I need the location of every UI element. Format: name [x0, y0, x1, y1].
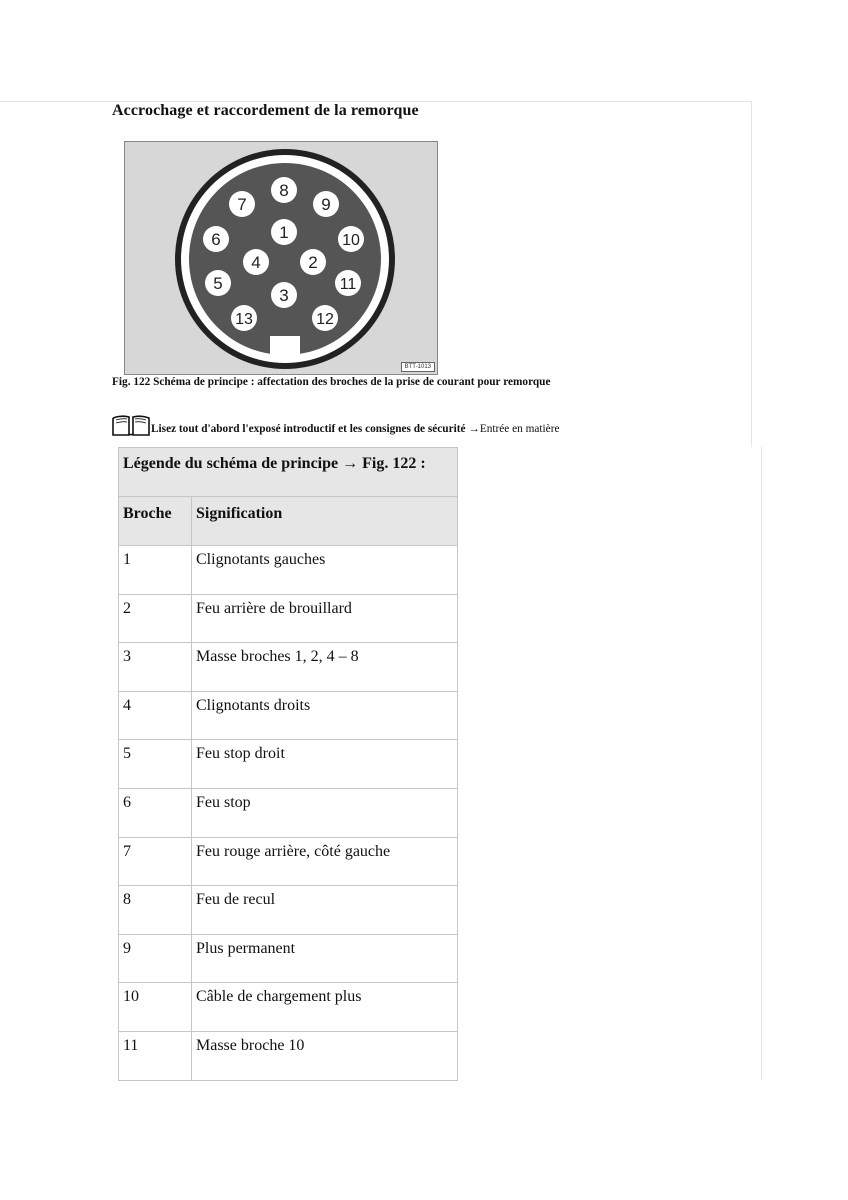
pin-label: 7	[237, 195, 247, 214]
figure-caption: Fig. 122 Schéma de principe : affectation des broches de la prise de courant pour remorque	[112, 376, 551, 388]
table-row	[119, 934, 458, 983]
table-row	[119, 643, 458, 692]
meaning-cell: Clignotants gauches	[192, 546, 458, 595]
pin-label: 5	[213, 274, 223, 293]
table-header-row	[119, 497, 458, 546]
safety-notice	[112, 411, 559, 437]
pin-cell: 2	[119, 594, 192, 643]
socket-drawing	[125, 142, 437, 374]
header-signification: Signification	[192, 497, 458, 546]
page-frame-right-lower	[761, 447, 762, 1080]
pin-label: 13	[235, 311, 253, 328]
table-row	[119, 594, 458, 643]
meaning-cell: Clignotants droits	[192, 691, 458, 740]
notice-text: Lisez tout d'abord l'exposé introductif et les consignes de sécurité	[151, 423, 466, 435]
pin-cell: 4	[119, 691, 192, 740]
intro-link[interactable]: →Entrée en matière	[468, 423, 560, 435]
pin-label: 6	[211, 230, 221, 249]
figure-code: BTT-1013	[401, 362, 435, 372]
meaning-cell: Feu arrière de brouillard	[192, 594, 458, 643]
table-row	[119, 983, 458, 1032]
table-caption-row	[119, 448, 458, 497]
meaning-cell: Masse broche 10	[192, 1031, 458, 1080]
pin-label: 9	[321, 195, 331, 214]
table-row	[119, 740, 458, 789]
pin-cell: 11	[119, 1031, 192, 1080]
meaning-cell: Feu stop droit	[192, 740, 458, 789]
meaning-cell: Plus permanent	[192, 934, 458, 983]
table-caption: Légende du schéma de principe → Fig. 122 :	[119, 448, 458, 497]
page-frame-right	[751, 101, 752, 447]
pin-label: 3	[279, 286, 289, 305]
pin-label: 11	[339, 276, 357, 293]
meaning-cell: Feu stop	[192, 788, 458, 837]
pin-cell: 3	[119, 643, 192, 692]
meaning-cell: Câble de chargement plus	[192, 983, 458, 1032]
pin-label: 2	[308, 253, 318, 272]
pin-legend-table	[118, 447, 458, 1081]
header-broche: Broche	[119, 497, 192, 546]
pin-cell: 5	[119, 740, 192, 789]
connector-diagram	[124, 141, 438, 375]
table-row	[119, 546, 458, 595]
pin-label: 4	[251, 253, 261, 272]
pin-cell: 10	[119, 983, 192, 1032]
table-row	[119, 837, 458, 886]
pin-label: 8	[279, 181, 289, 200]
pin-label: 12	[316, 311, 334, 328]
pin-label: 1	[279, 223, 289, 242]
book-icon	[112, 415, 150, 437]
socket-key-notch	[270, 336, 300, 355]
table-row	[119, 1031, 458, 1080]
pin-cell: 7	[119, 837, 192, 886]
pin-label: 10	[342, 232, 360, 249]
pin-cell: 1	[119, 546, 192, 595]
meaning-cell: Masse broches 1, 2, 4 – 8	[192, 643, 458, 692]
table-row	[119, 788, 458, 837]
meaning-cell: Feu de recul	[192, 886, 458, 935]
pin-cell: 9	[119, 934, 192, 983]
pin-cell: 6	[119, 788, 192, 837]
table-row	[119, 886, 458, 935]
section-title: Accrochage et raccordement de la remorque	[112, 102, 419, 119]
table-row	[119, 691, 458, 740]
pin-cell: 8	[119, 886, 192, 935]
meaning-cell: Feu rouge arrière, côté gauche	[192, 837, 458, 886]
